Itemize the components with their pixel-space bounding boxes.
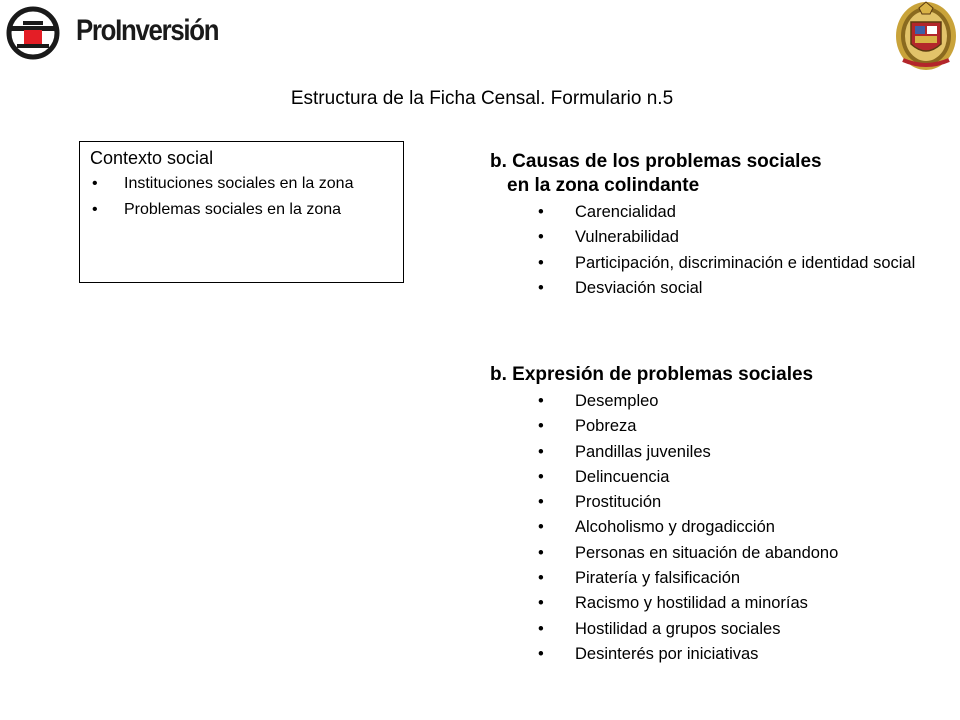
proinversion-logo-icon	[2, 6, 64, 60]
proinversion-logo	[2, 6, 217, 60]
list-item: • Instituciones sociales en la zona	[90, 173, 391, 195]
list-item: • Racismo y hostilidad a minorías	[490, 593, 950, 614]
expresion-section	[490, 363, 950, 669]
list-item: • Problemas sociales en la zona	[90, 199, 391, 221]
page-title-text: Estructura de la Ficha Censal. Formulario n.5	[290, 88, 674, 109]
causas-list	[490, 202, 950, 299]
list-item: • Desinterés por iniciativas	[490, 644, 950, 665]
list-item: • Alcoholismo y drogadicción	[490, 517, 950, 538]
list-item: • Desviación social	[490, 278, 950, 299]
list-item: • Carencialidad	[490, 202, 950, 223]
context-heading: Contexto social	[90, 148, 214, 168]
page-title	[0, 88, 960, 110]
context-box	[79, 141, 404, 283]
list-item: • Prostitución	[490, 492, 950, 513]
proinversion-wordmark: ProInversión	[76, 14, 219, 47]
list-item: • Personas en situación de abandono	[490, 543, 950, 564]
list-item: • Pobreza	[490, 416, 950, 437]
list-item: • Vulnerabilidad	[490, 227, 950, 248]
expresion-title: b. Expresión de problemas sociales	[490, 364, 814, 385]
context-list	[90, 173, 391, 221]
list-item: • Desempleo	[490, 391, 950, 412]
list-item: • Piratería y falsificación	[490, 568, 950, 589]
list-item: • Pandillas juveniles	[490, 442, 950, 463]
causas-title-line2: en la zona colindante	[507, 175, 700, 196]
list-item: • Delincuencia	[490, 467, 950, 488]
university-seal	[893, 0, 959, 72]
causas-title-line1: b. Causas de los problemas sociales	[490, 151, 822, 172]
list-item: • Hostilidad a grupos sociales	[490, 619, 950, 640]
causas-title	[490, 150, 950, 198]
causas-section	[490, 150, 950, 303]
expresion-list	[490, 391, 950, 665]
list-item: • Participación, discriminación e identidad social	[490, 253, 950, 274]
